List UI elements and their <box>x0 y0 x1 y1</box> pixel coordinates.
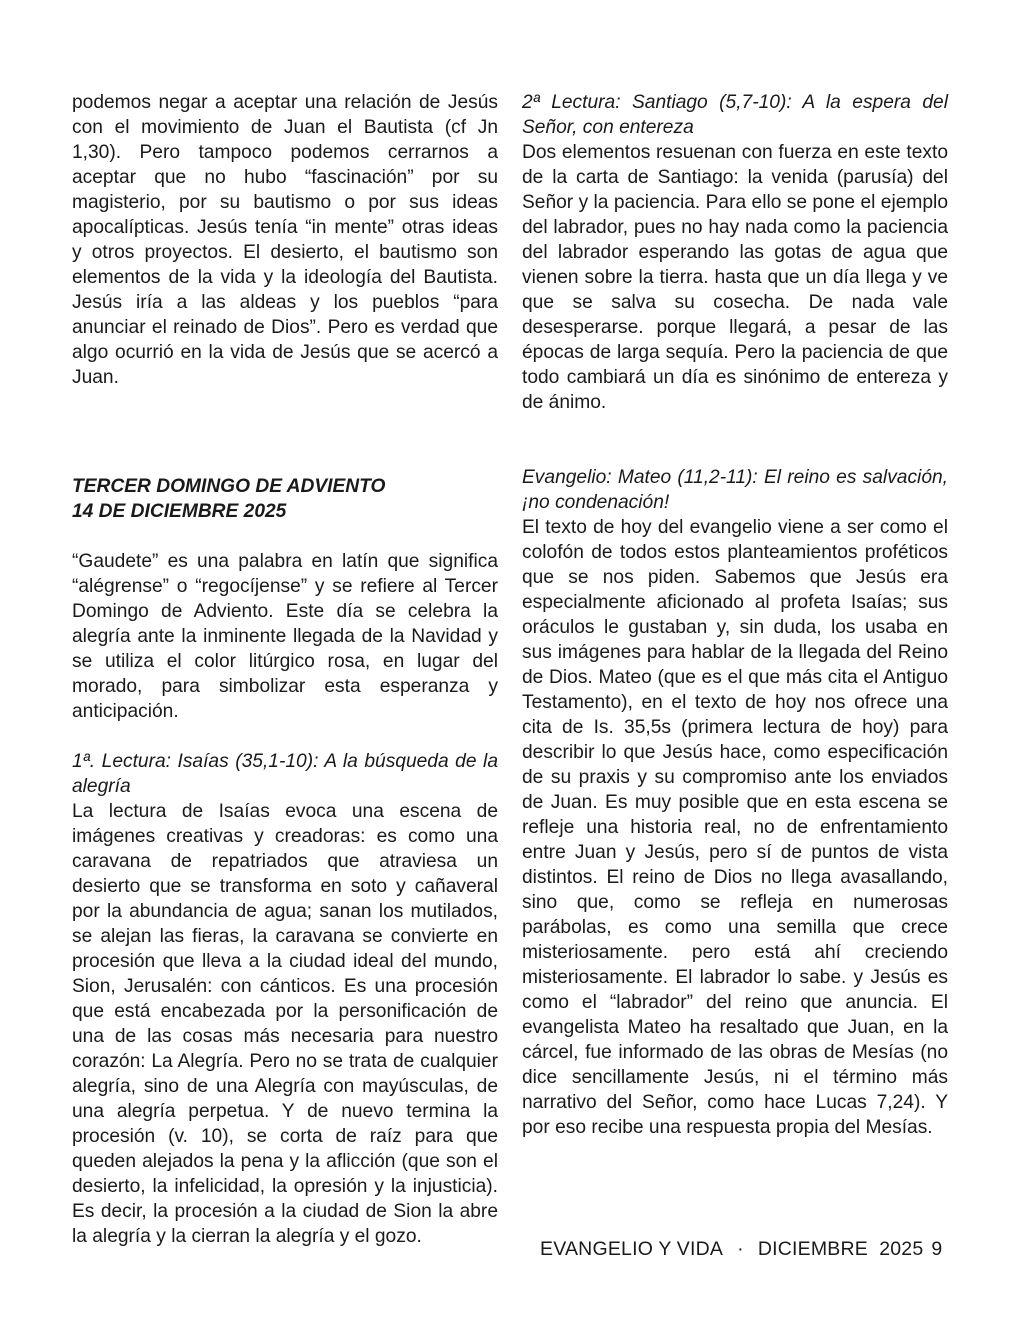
publication-name: EVANGELIO Y VIDA <box>540 1238 724 1260</box>
issue-date: DICIEMBRE 2025 <box>757 1238 924 1260</box>
lectura2-heading: 2ª Lectura: Santiago (5,7-10): A la espera del Señor, con entereza <box>522 92 948 138</box>
section-title <box>72 474 498 524</box>
lectura2-text: Dos elementos resuenan con fuerza en este texto de la carta de Santiago: la venida (parusía) del Señor y la paciencia. Para ello se pone el ejemplo del labrador, pues no hay nada como la paciencia del labrador esperando las gotas de agua que vienen sobre la tierra. hasta que un día llega y ve que se salva su cosecha. De nada vale desesperarse. porque llegará, a pesar de las épocas de larga sequía. Pero la paciencia de que todo cambiará un día es sinónimo de entereza y de ánimo. <box>522 142 948 413</box>
gaudete-paragraph: “Gaudete” es una palabra en latín que significa “alégrense” o “regocíjense” y se refiere al Tercer Domingo de Adviento. Este día se celebra la alegría ante la inminente llegada de la Navidad y se utiliza el color litúrgico rosa, en lugar del morado, para simbolizar esta esperanza y anticipación. <box>72 551 498 722</box>
left-column <box>72 90 498 1249</box>
right-column <box>522 90 948 1140</box>
page-number: 9 <box>931 1238 943 1260</box>
section-title-line2: 14 DE DICIEMBRE 2025 <box>72 501 287 522</box>
lectura1-text: La lectura de Isaías evoca una escena de imágenes creativas y creadoras: es como una caravana de repatriados que atraviesa un desierto que se transforma en soto y cañaveral por la abundancia de agua; sanan los mutilados, se alejan las fieras, la caravana se convierte en procesión que lleva a la ciudad ideal del mundo, Sion, Jerusalén: con cánticos. Es una procesión que está encabezada por la personificación de una de las cosas más necesaria para nuestro corazón: La Alegría. Pero no se trata de cualquier alegría, sino de una Alegría con mayúsculas, de una alegría perpetua. Y de nuevo termina la procesión (v. 10), se corta de raíz para que queden alejados la pena y la aflicción (que son el desierto, la infelicidad, la opresión y la injusticia). Es decir, la procesión a la ciudad de Sion la abre la alegría y la cierran la alegría y el gozo. <box>72 801 498 1247</box>
evangelio-heading: Evangelio: Mateo (11,2-11): El reino es salvación, ¡no condenación! <box>522 467 948 513</box>
evangelio-text: El texto de hoy del evangelio viene a ser como el colofón de todos estos planteamientos proféticos que se nos piden. Sabemos que Jesús era especialmente aficionado al profeta Isaías; sus oráculos le gustaban y, sin duda, los usaba en sus imágenes para hablar de la llegada del Reino de Dios. Mateo (que es el que más cita el Antiguo Testamento), en el texto de hoy nos ofrece una cita de Is. 35,5s (primera lectura de hoy) para describir lo que Jesús hace, como especificación de su praxis y su compromiso ante los enviados de Juan. Es muy posible que en esta escena se refleje una historia real, no de enfrentamiento entre Juan y Jesús, pero sí de puntos de vista distintos. El reino de Dios no llega avasallando, sino que, como se refleja en numerosas parábolas, es como una semilla que crece misteriosamente. pero está ahí creciendo misteriosamente. El labrador lo sabe. y Jesús es como el “labrador” del reino que anuncia. El evangelista Mateo ha resaltado que Juan, en la cárcel, fue informado de las obras de Mesías (no dice sencillamente Jesús, ni el término más narrativo del Señor, como hace Lucas 7,24). Y por eso recibe una respuesta propia del Mesías. <box>522 517 948 1138</box>
footer-separator: · <box>737 1238 744 1260</box>
section-title-line1: TERCER DOMINGO DE ADVIENTO <box>72 476 386 497</box>
continued-paragraph: podemos negar a aceptar una relación de Jesús con el movimiento de Juan el Bautista (cf Jn 1,30). Pero tampoco podemos cerrarnos a aceptar que no hubo “fascinación” por su magisterio, por su bautismo o por sus ideas apocalípticas. Jesús tenía “in mente” otras ideas y otros proyectos. El desierto, el bautismo son elementos de la vida y la ideología del Bautista. Jesús iría a las aldeas y los pueblos “para anunciar el reinado de Dios”. Pero es verdad que algo ocurrió en la vida de Jesús que se acercó a Juan. <box>72 92 498 388</box>
lectura1-heading: 1ª. Lectura: Isaías (35,1-10): A la búsqueda de la alegría <box>72 751 498 797</box>
page-footer <box>540 1237 942 1262</box>
